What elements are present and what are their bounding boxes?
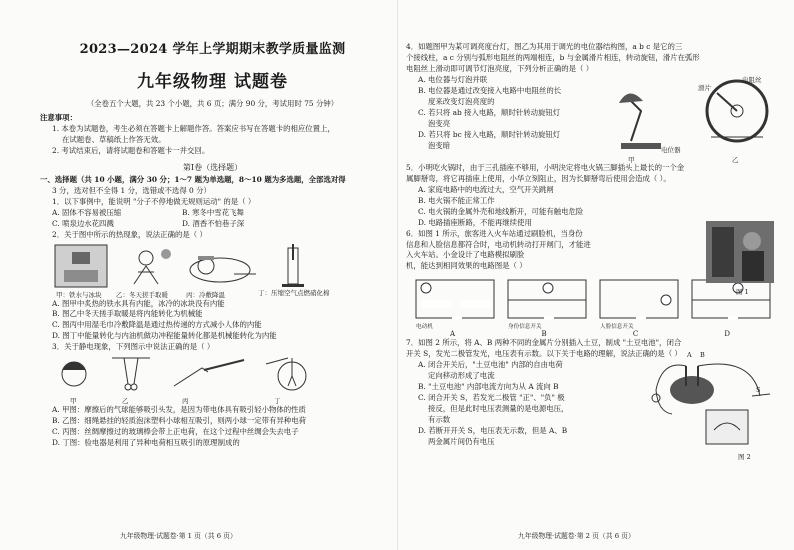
q2-fig-cold-compress xyxy=(184,244,264,288)
q4-option-d-cont: 泡变暗 xyxy=(428,140,451,150)
q3-caption-1: 甲 xyxy=(70,397,77,406)
q6-fig1-label: 图 1 xyxy=(736,287,749,296)
q6-circuit-b xyxy=(504,276,590,322)
q5-stem-a: 5．小明吃火锅时，由于三孔插座不够用，小明決定将电火锅三脚插头上最长的一个金 xyxy=(406,162,685,172)
q7-stem-b: 开关 S，发光二极管发光，电压表有示数。以下关于电路的理解，说法正确的是（ ） xyxy=(406,349,682,359)
page-1-footer: 九年级物理·试题卷·第 1 页（共 6 页） xyxy=(120,532,237,540)
q7-label-b: B xyxy=(700,351,705,360)
q2-fig-rub-hands xyxy=(114,244,178,288)
q1-options-row2 xyxy=(40,219,385,230)
q6-stem-d: 机，能达到相同效果的电路图是（ ） xyxy=(406,261,527,271)
q3-option-c: C. 丙图：丝绸摩擦过的玻璃棒会带上正电荷，在这个过程中丝绸会失去电子 xyxy=(52,427,299,437)
q7-fig2-label: 图 2 xyxy=(738,453,751,462)
q3-fig-electroscope xyxy=(262,356,322,394)
q4-label-jia: 甲 xyxy=(628,155,635,164)
q2-figures xyxy=(54,244,385,288)
q2-caption-4: 丁：压缩空气点燃硝化棉 xyxy=(258,288,330,297)
page-2 xyxy=(397,0,794,550)
q1-options-row1 xyxy=(40,208,385,219)
q6-stem-b: 信息和人脸信息都符合时，电动机转动打开闸门，才能进 xyxy=(406,239,591,249)
q6-option-letters xyxy=(450,330,784,338)
q4-slider-label: 滑片 xyxy=(698,83,711,92)
q5-option-b: B. 电火锅不能正常工作 xyxy=(418,195,495,205)
q3-fig-balloon-hair xyxy=(54,356,94,394)
q1-option-d: D. 酒香不怕巷子深 xyxy=(182,218,245,228)
exam-subnote: （全卷五个大题，共 23 个小题，共 6 页；满分 90 分，考试用时 75 分钟） xyxy=(86,99,339,108)
q2-stem: 2．关于图中所示的热现象，说法正确的是（ ） xyxy=(52,229,207,239)
q7-label-s: S xyxy=(756,386,761,395)
q7-option-b: B. "土豆电池" 内部电流方向为从 A 流向 B xyxy=(418,382,559,392)
q6-circuits xyxy=(412,276,784,322)
q6-stem-c: 入火车站。小金设计了电路模拟刷脸 xyxy=(406,250,525,260)
q2-caption-1: 甲：铁水与冰块 xyxy=(56,290,102,299)
sec1-instructions-b: 3 分，选对但不全得 1 分，选错或不选得 0 分） xyxy=(52,185,211,195)
q4-stem-c: 电阻丝上滑动即可调节灯泡亮度，下列分析正确的是（ ） xyxy=(406,63,594,73)
q3-figures xyxy=(54,356,385,394)
q4-label-yi: 乙 xyxy=(732,155,739,164)
q2-option-b: B. 图乙中冬天搓手取暖是将内能转化为机械能 xyxy=(52,309,203,319)
q4-option-d: D. 若只将 bc 接入电路，顺时针转动旋钮灯 xyxy=(418,129,561,139)
main-title: 九年级物理 试题卷 xyxy=(137,72,288,92)
q7-potato-battery-figure xyxy=(642,356,782,456)
q3-stem: 3．关于静电现象，下列图示中说法正确的是（ ） xyxy=(52,342,215,352)
q5-q6-block xyxy=(406,184,784,296)
q6-letter-d: D xyxy=(724,330,730,339)
q5-option-a: A. 家庭电路中的电流过大，空气开关跳闸 xyxy=(418,184,554,194)
q1-stem: 1．以下事例中，能说明 "分子不停地做无规则运动" 的是（ ） xyxy=(52,196,256,206)
q7-option-c: C. 闭合开关 S，若发光二极管 "正"、"负" 极 xyxy=(418,393,565,403)
q5-stem-b: 属脚掰弯，将它再插座上使用，小华立刻阻止，因为长脚掰弯后使用会造成（ ）。 xyxy=(406,173,671,183)
q7-option-d-cont: 两金属片间仍有电压 xyxy=(428,436,495,446)
q6-letter-b: B xyxy=(541,330,547,339)
q3-option-a: A. 甲图：摩擦后的气球能够吸引头发，是因为带电体具有吸引轻小物体的性质 xyxy=(52,405,306,415)
q4-option-a: A. 电位器与灯泡并联 xyxy=(418,74,488,84)
q7-option-c-cont: 接反，但是此时电压表测量的是电源电压， xyxy=(428,404,569,414)
q4-block xyxy=(406,75,784,163)
q7-option-a-cont: 定向移动形成了电流 xyxy=(428,371,495,381)
exam-title: 2023—2024 学年上学期期末教学质量监测 xyxy=(79,42,346,57)
q6-label-motor: 电动机 xyxy=(416,324,433,331)
notice-1b: 在试题卷、草稿纸上作答无效。 xyxy=(62,134,166,144)
q3-captions xyxy=(70,396,385,405)
q3-caption-3: 丙 xyxy=(182,397,189,406)
q1-option-b: B. 寒冬中雪花飞舞 xyxy=(182,207,244,217)
q4-stem-b: 个接线柱，a c 分别与弧形电阻丝的两端相连，b 与金属滑片相连，转动旋钮，滑片在弧形 xyxy=(406,52,700,62)
q4-option-b: B. 电位器是通过改变接入电路中电阻丝的长 xyxy=(418,85,562,95)
notice-2: 2. 考试结束后，请将试题卷和答题卡一并交回。 xyxy=(52,145,210,155)
q4-stem-a: 4．如题图甲为某可调亮度台灯，图乙为其用于调光的电位器结构图，a b c 是它的三 xyxy=(406,42,683,51)
q6-circuit-d xyxy=(688,276,774,322)
q6-letter-c: C xyxy=(632,330,639,339)
q4-potentiometer-label: 电位器 xyxy=(661,145,681,154)
q3-fig-glass-rod xyxy=(168,356,248,394)
q1-option-a: A. 固体不容易被压缩 xyxy=(52,207,122,217)
sec1-instructions-a: 一、选择题（共 10 小题，满分 30 分；1～7 题为单选题，8～10 题为多选题，全部选对得 xyxy=(40,174,346,184)
q3-fig-foam-balls xyxy=(108,356,154,394)
q6-label-id-switch: 身份信息开关 xyxy=(508,324,542,331)
q3-caption-2: 乙 xyxy=(122,397,129,406)
q3-option-d: D. 丁图：验电器是利用了异种电荷相互吸引的原理制成的 xyxy=(52,438,240,448)
q2-fig-iron-ice xyxy=(54,244,108,288)
q7-option-d: D. 若断开开关 S，电压表无示数，但是 A、B xyxy=(418,426,568,436)
page-2-footer: 九年级物理·试题卷·第 2 页（共 6 页） xyxy=(518,532,635,540)
section-title: 第Ⅰ卷（选择题） xyxy=(182,162,243,172)
q6-stem-a: 6．如图 1 所示，旅客进入火车站通过刷脸机，当身份 xyxy=(406,228,583,238)
q6-circuit-c xyxy=(596,276,682,322)
q2-caption-3: 丙：冷敷降温 xyxy=(186,290,225,299)
q5-option-d: D. 电路插座断路，不能再继续使用 xyxy=(418,217,532,227)
q6-circuit-a xyxy=(412,276,498,322)
q4-option-b-cont: 度来改变灯泡亮度的 xyxy=(428,96,495,106)
q2-caption-2: 乙：冬天搓手取暖 xyxy=(116,290,168,299)
q7-label-a: A xyxy=(687,351,692,360)
q5-option-c: C. 电火锅的金属外壳和地线断开，可能有触电危险 xyxy=(418,206,584,216)
q7-option-c-cont2: 有示数 xyxy=(428,415,451,425)
q4-wire-label: 电阻丝 xyxy=(742,75,762,84)
q6-face-scan-photo xyxy=(706,221,774,283)
q4-option-c-cont: 泡变亮 xyxy=(428,118,451,128)
q2-option-a: A. 图甲中炙热的铁水具有内能，冰冷的冰块没有内能 xyxy=(52,298,225,308)
notice-title: 注意事项： xyxy=(40,113,77,122)
q7-stem-a: 7．如图 2 所示，将 A、B 两种不同的金属片分别插入土豆，制成 "土豆电池"，闭合 xyxy=(406,338,682,348)
q1-option-c: C. 喷泉边水花四溅 xyxy=(52,218,114,228)
q2-option-c: C. 图丙中用湿毛巾冷敷降温是通过热传递的方式减小人体的内能 xyxy=(52,320,262,330)
q2-option-d: D. 图丁中能量转化与内油机做功冲程能量转化都是机械能转化为内能 xyxy=(52,331,277,341)
q2-fig-compress-air xyxy=(270,244,330,288)
q4-figure xyxy=(611,71,781,163)
q4-option-c: C. 若只将 ab 接入电路，顺时针转动旋钮灯 xyxy=(418,107,561,117)
q3-option-b: B. 乙图：细绳悬挂的轻质泡沫塑料小球相互吸引，则两小球一定带有异种电荷 xyxy=(52,416,307,426)
q6-letter-a: A xyxy=(450,330,456,339)
q2-captions xyxy=(56,290,385,299)
q3-caption-4: 丁 xyxy=(274,397,281,406)
notice-1a: 1. 本卷为试题卷，考生必须在答题卡上解题作答。答案应书写在答题卡的相应位置上， xyxy=(52,123,335,133)
q6-label-face-switch: 人脸信息开关 xyxy=(600,324,634,331)
q6-circuit-labels xyxy=(416,322,784,330)
q7-option-a: A. 闭合开关后，"土豆电池" 内部的自由电荷 xyxy=(418,360,563,370)
